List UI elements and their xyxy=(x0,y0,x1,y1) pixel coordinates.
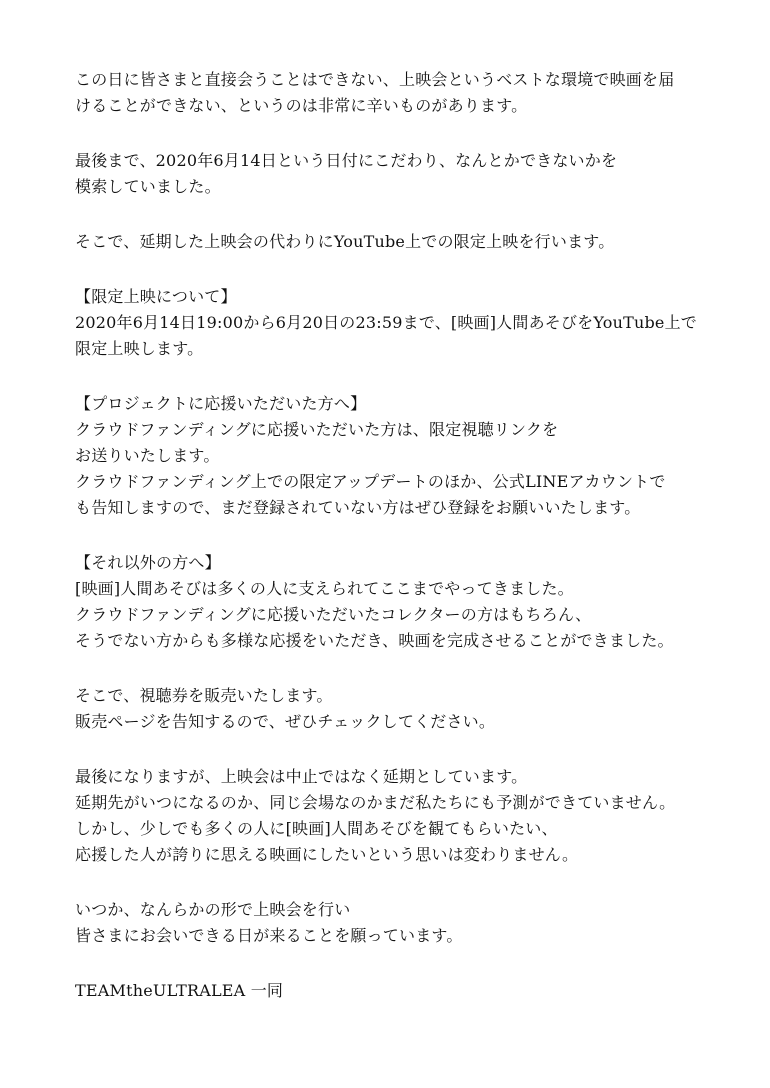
paragraph-viewing-tickets xyxy=(75,683,735,735)
text-line: 延期先がいつになるのか、同じ会場なのかまだ私たちにも予測ができていません。 xyxy=(75,793,676,812)
text-line: 限定上映します。 xyxy=(75,339,204,358)
text-line: クラウドファンディング上での限定アップデートのほか、公式LINEアカウントで xyxy=(75,472,666,491)
announcement-document xyxy=(75,67,735,1033)
text-line: そこで、延期した上映会の代わりにYouTube上での限定上映を行います。 xyxy=(75,232,615,251)
paragraph-date-search xyxy=(75,148,735,200)
text-line: 皆さまにお会いできる日が来ることを願っています。 xyxy=(75,926,463,945)
section-heading: 【プロジェクトに応援いただいた方へ】 xyxy=(75,394,367,413)
text-line: 最後まで、2020年6月14日という日付にこだわり、なんとかできないかを xyxy=(75,151,618,170)
text-line: そうでない方からも多様な応援をいただき、映画を完成させることができました。 xyxy=(75,631,674,650)
text-line: クラウドファンディングに応援いただいたコレクターの方はもちろん、 xyxy=(75,605,592,624)
text-line: 最後になりますが、上映会は中止ではなく延期としています。 xyxy=(75,767,528,786)
section-heading: 【それ以外の方へ】 xyxy=(75,553,221,572)
section-heading: 【限定上映について】 xyxy=(75,287,237,306)
text-line: クラウドファンディングに応援いただいた方は、限定視聴リンクを xyxy=(75,420,559,439)
text-line: 応援した人が誇りに思える映画にしたいという思いは変わりません。 xyxy=(75,845,579,864)
text-line: 販売ページを告知するので、ぜひチェックしてください。 xyxy=(75,712,496,731)
section-project-supporters xyxy=(75,391,735,521)
text-line: お送りいたします。 xyxy=(75,446,220,465)
signature-text: TEAMtheULTRALEA 一同 xyxy=(75,981,284,1000)
signature xyxy=(75,978,735,1004)
text-line: この日に皆さまと直接会うことはできない、上映会というベストな環境で映画を届 xyxy=(75,70,675,89)
text-line: しかし、少しでも多くの人に[映画]人間あそびを観てもらいたい、 xyxy=(75,819,558,838)
text-line: [映画]人間あそびは多くの人に支えられてここまでやってきました。 xyxy=(75,579,574,598)
text-line: そこで、視聴券を販売いたします。 xyxy=(75,686,333,705)
text-line: も告知しますので、まだ登録されていない方はぜひ登録をお願いいたします。 xyxy=(75,498,641,517)
text-line: けることができない、というのは非常に辛いものがあります。 xyxy=(75,96,528,115)
paragraph-postponement xyxy=(75,764,735,868)
paragraph-youtube-screening xyxy=(75,229,735,255)
paragraph-unable-to-meet xyxy=(75,67,735,119)
paragraph-closing-hope xyxy=(75,897,735,949)
text-line: 2020年6月14日19:00から6月20日の23:59まで、[映画]人間あそびをYouTube上で xyxy=(75,313,697,332)
text-line: 模索していました。 xyxy=(75,177,221,196)
section-others xyxy=(75,550,735,654)
section-limited-screening xyxy=(75,284,735,362)
text-line: いつか、なんらかの形で上映会を行い xyxy=(75,900,351,919)
